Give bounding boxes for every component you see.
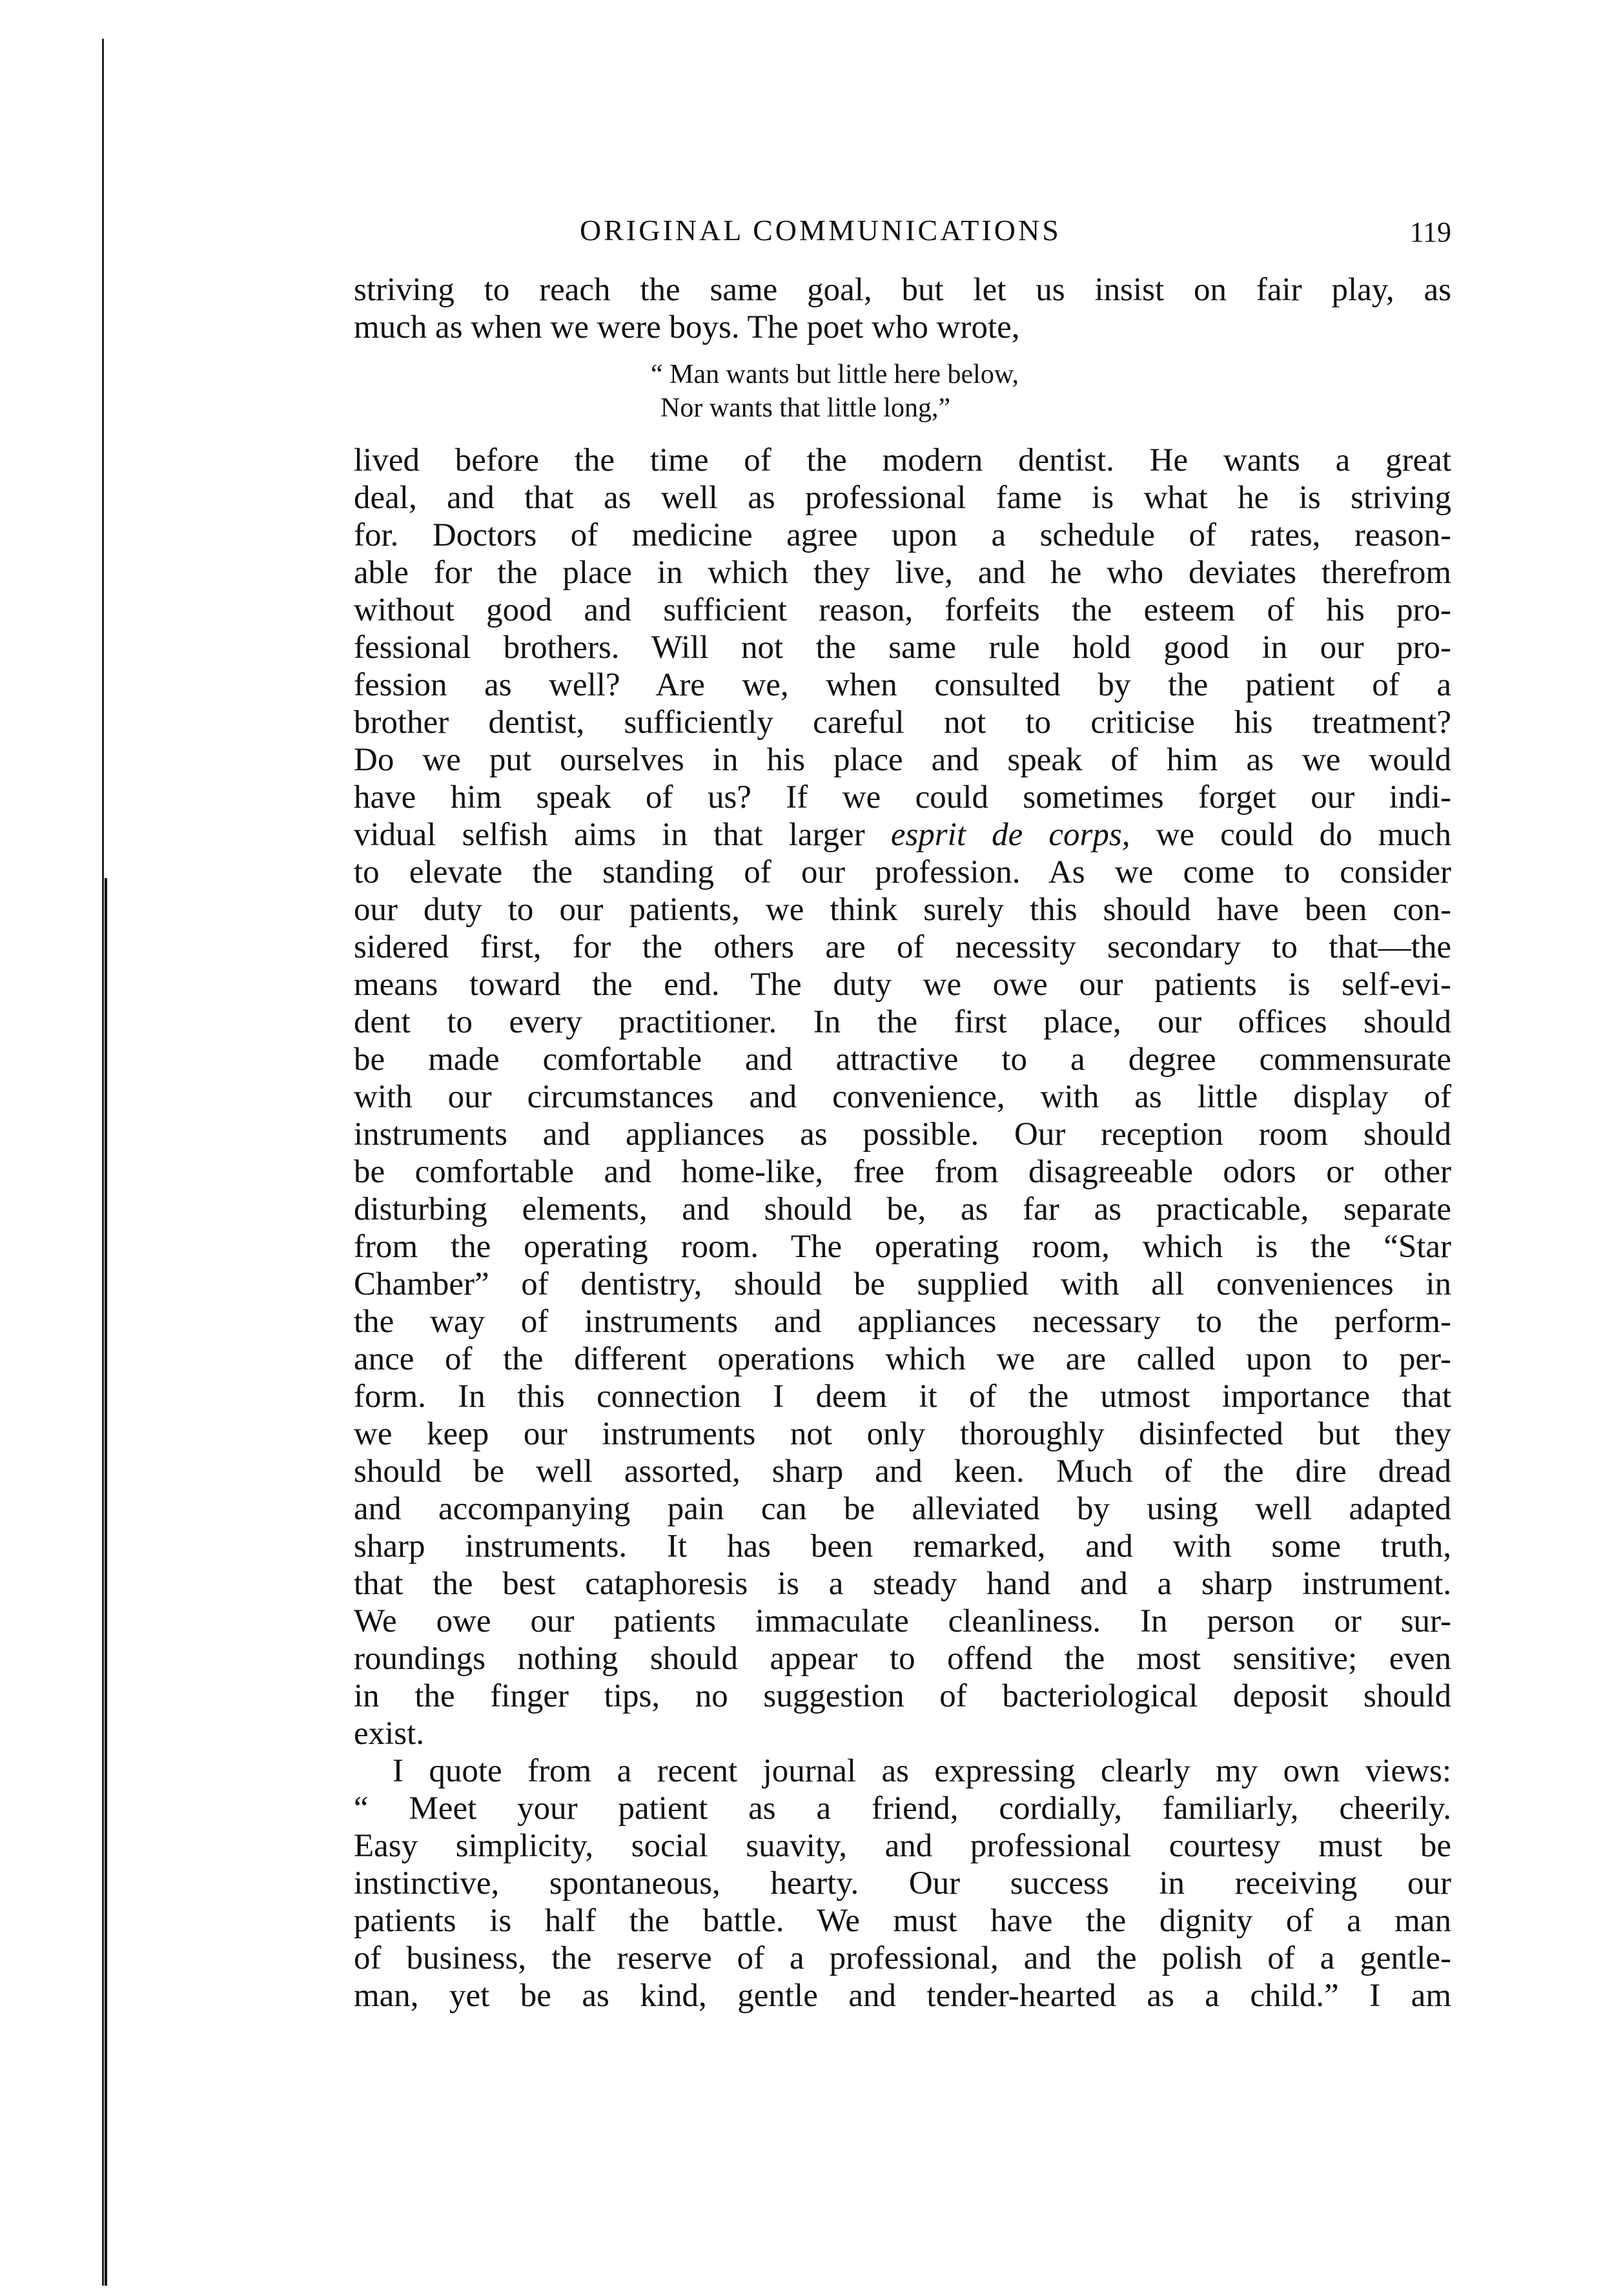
book-page [354,213,1451,2014]
running-title: ORIGINAL COMMUNICATIONS [580,214,1061,247]
text-line: instruments and appliances as possible. Our reception room should [354,1116,1451,1153]
text-segment: we could do much [1130,817,1452,853]
text-line: should be well assorted, sharp and keen. Much of the dire dread [354,1453,1451,1490]
text-line: that the best cataphoresis is a steady hand and a sharp instrument. [354,1566,1451,1602]
text-line: have him speak of us? If we could sometimes forget our indi- [354,779,1451,815]
body-paragraph-1 [354,442,1451,1752]
text-line: deal, and that as well as professional fame is what he is striving [354,480,1451,516]
text-line-esprit [354,816,1451,854]
text-line: ance of the different operations which we are called upon to per- [354,1341,1451,1377]
text-line: of business, the reserve of a professional, and the polish of a gentle- [354,1940,1451,1976]
text-line: and accompanying pain can be alleviated by using well adapted [354,1491,1451,1527]
text-line: means toward the end. The duty we owe our patients is self-evi- [354,967,1451,1003]
body-paragraph-2 [354,1752,1451,2014]
text-line: the way of instruments and appliances necessary to the perform- [354,1304,1451,1340]
text-line: we keep our instruments not only thoroughly disinfected but they [354,1416,1451,1452]
text-line: sidered first, for the others are of necessity secondary to that—the [354,929,1451,965]
italic-phrase: esprit de corps, [890,817,1130,853]
text-line: fessional brothers. Will not the same rule hold good in our pro- [354,630,1451,666]
text-line: be made comfortable and attractive to a degree commensurate [354,1041,1451,1078]
quote-line: “ Man wants but little here below, [651,360,1019,389]
text-line: man, yet be as kind, gentle and tender-hearted as a child.” I am [354,1978,1451,2014]
text-line: be comfortable and home-like, free from disagreeable odors or other [354,1154,1451,1190]
text-line: exist. [354,1716,425,1752]
opening-paragraph [354,271,1451,346]
page-number: 119 [1409,216,1451,248]
text-line: much as when we were boys. The poet who wrote, [354,309,1020,345]
text-line: Do we put ourselves in his place and speak of him as we would [354,742,1451,778]
text-line: in the finger tips, no suggestion of bacteriological deposit should [354,1678,1451,1714]
text-line: sharp instruments. It has been remarked, and with some truth, [354,1528,1451,1564]
text-line: roundings nothing should appear to offend the most sensitive; even [354,1641,1451,1677]
text-line: patients is half the battle. We must have the dignity of a man [354,1903,1451,1939]
text-line: I quote from a recent journal as expressing clearly my own views: [393,1753,1451,1789]
text-line: lived before the time of the modern dentist. He wants a great [354,442,1451,478]
text-line: Easy simplicity, social suavity, and professional courtesy must be [354,1828,1451,1864]
text-line: disturbing elements, and should be, as far as practicable, separate [354,1191,1451,1227]
text-line: “ Meet your patient as a friend, cordially, familiarly, cheerily. [354,1790,1451,1827]
text-line: with our circumstances and convenience, with as little display of [354,1079,1451,1115]
text-line: without good and sufficient reason, forfeits the esteem of his pro- [354,592,1451,628]
text-line: form. In this connection I deem it of the utmost importance that [354,1379,1451,1415]
text-line: to elevate the standing of our profession. As we come to consider [354,854,1451,890]
scan-binding-edge [96,39,112,2286]
text-line: from the operating room. The operating room, which is the “Star [354,1229,1451,1265]
text-line: able for the place in which they live, and he who deviates therefrom [354,555,1451,591]
text-line: fession as well? Are we, when consulted by the patient of a [354,667,1451,703]
text-line: striving to reach the same goal, but let us insist on fair play, as [354,272,1451,308]
text-segment: vidual selfish aims in that larger [354,817,891,853]
quote-line: Nor wants that little long,” [660,393,951,423]
running-head [354,213,1451,271]
text-line: Chamber” of dentistry, should be supplied with all conveniences in [354,1266,1451,1302]
text-line: instinctive, spontaneous, hearty. Our success in receiving our [354,1865,1451,1901]
text-line: brother dentist, sufficiently careful not to criticise his treatment? [354,704,1451,741]
verse-quote [354,358,1451,425]
text-line: dent to every practitioner. In the first place, our offices should [354,1004,1451,1040]
text-line: our duty to our patients, we think surely this should have been con- [354,892,1451,928]
text-line: We owe our patients immaculate cleanliness. In person or sur- [354,1603,1451,1639]
text-line: for. Doctors of medicine agree upon a schedule of rates, reason- [354,517,1451,553]
